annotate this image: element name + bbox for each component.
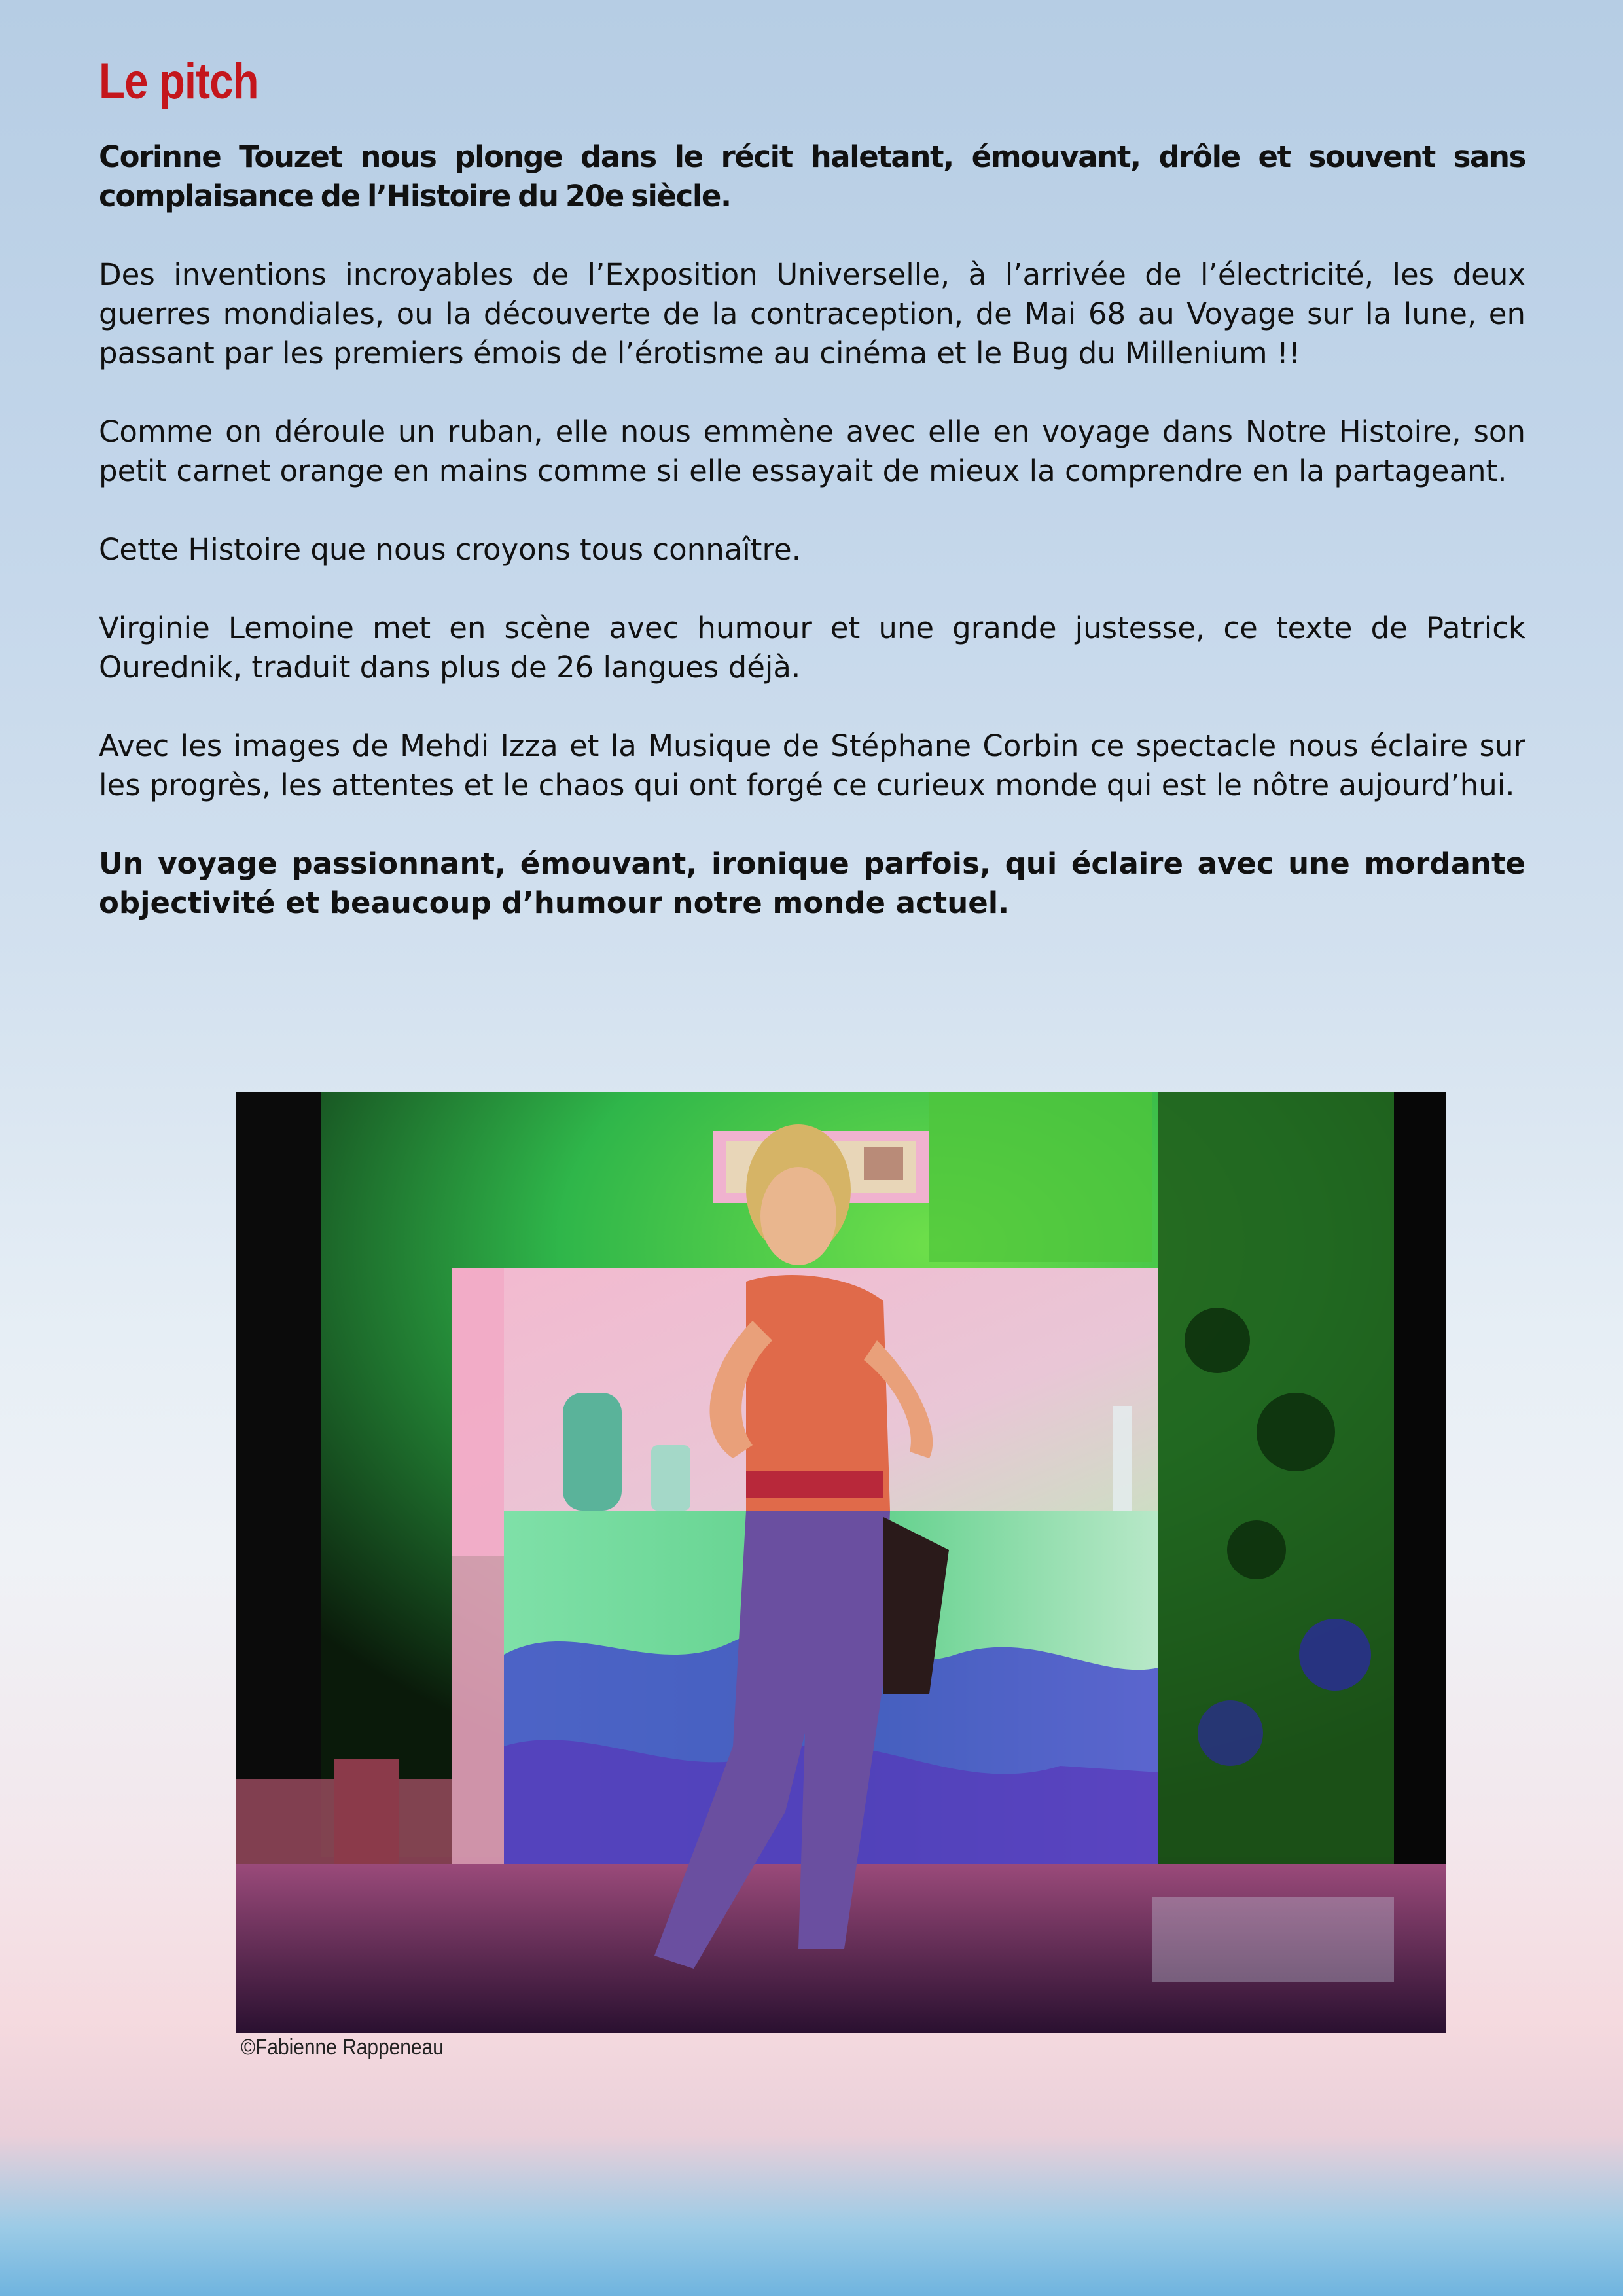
closing-paragraph: Un voyage passionnant, émouvant, ironique parfois, qui éclaire avec une mordante objectivité et beaucoup d’humour notre monde actuel.: [99, 846, 1525, 920]
paragraph-ruban: Comme on déroule un ruban, elle nous emmène avec elle en voyage dans Notre Histoire, son petit carnet orange en mains comme si elle essayait de mieux la comprendre en la partageant.: [99, 414, 1525, 488]
paragraph-inventions: Des inventions incroyables de l’Exposition Universelle, à l’arrivée de l’électricité, les deux guerres mondiales, ou la découverte de la contraception, de Mai 68 au Voyage sur la lune, en passant par les premiers émois de l’érotisme au cinéma et le Bug du Millenium !!: [99, 257, 1525, 370]
stage-photo: [236, 1092, 1446, 2033]
paragraph-mise-en-scene: Virginie Lemoine met en scène avec humour et une grande justesse, ce texte de Patrick Ourednik, traduit dans plus de 26 langues déjà.: [99, 611, 1525, 685]
document-page: [99, 52, 1525, 962]
paragraph-images-musique: Avec les images de Mehdi Izza et la Musique de Stéphane Corbin ce spectacle nous éclaire sur les progrès, les attentes et le chaos qui ont forgé ce curieux monde qui est le nôtre aujourd’hui.: [99, 728, 1525, 802]
photo-credit: ©Fabienne Rappeneau: [241, 2035, 444, 2060]
page-title: Le pitch: [99, 54, 259, 109]
intro-paragraph: Corinne Touzet nous plonge dans le récit haletant, émouvant, drôle et souvent sans complaisance de l’Histoire du 20e siècle.: [99, 139, 1525, 213]
stage-photo-illustration: [236, 1092, 1446, 2033]
paragraph-histoire: Cette Histoire que nous croyons tous connaître.: [99, 532, 801, 567]
